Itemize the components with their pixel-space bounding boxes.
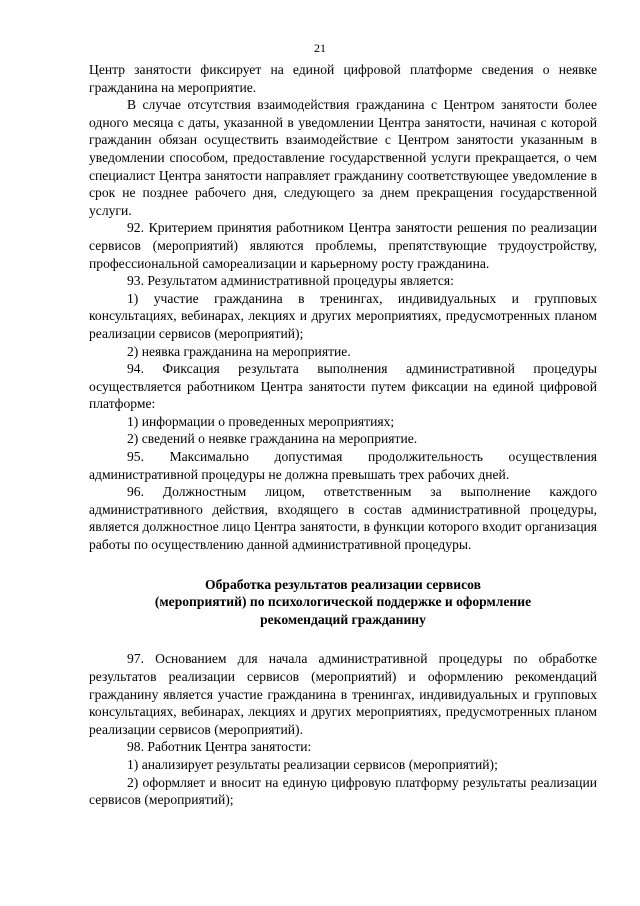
section-heading	[89, 576, 597, 629]
paragraph: 98. Работник Центра занятости:	[127, 739, 312, 755]
paragraph: 1) участие гражданина в тренингах, индивидуальных и групповых консультациях, вебинарах, лекциях и других мероприятиях, предусмотренных планом реализации сервисов (мероприятий);	[89, 290, 597, 341]
paragraph: 97. Основанием для начала административной процедуры по обработке результатов реализации сервисов (мероприятий) и оформлению рекомендаций гражданину является участие гражданина в тренингах, индивидуальных и групповых консультациях, вебинарах, лекциях и других мероприятиях, предусмотренных планом реализации сервисов (мероприятий).	[89, 651, 597, 737]
paragraph: Центр занятости фиксирует на единой цифровой платформе сведения о неявке гражданина на мероприятие.	[89, 62, 597, 95]
paragraph: 92. Критерием принятия работником Центра занятости решения по реализации сервисов (мероприятий) являются проблемы, препятствующие трудоустройству, профессиональной самореализации и карьерному росту гражданина.	[89, 220, 597, 271]
document-body	[89, 61, 597, 809]
paragraph: 95. Максимально допустимая продолжительность осуществления административной процедуры не должна превышать трех рабочих дней.	[89, 449, 597, 482]
paragraphs-after-heading	[89, 650, 597, 808]
paragraph: 1) информации о проведенных мероприятиях;	[127, 413, 395, 429]
paragraphs-before-heading	[89, 61, 597, 554]
paragraph: 2) сведений о неявке гражданина на мероприятие.	[127, 431, 418, 447]
paragraph: 2) оформляет и вносит на единую цифровую платформу результаты реализации сервисов (мероприятий);	[89, 774, 597, 808]
heading-line: (мероприятий) по психологической поддержке и оформление	[154, 594, 532, 610]
paragraph: В случае отсутствия взаимодействия гражданина с Центром занятости более одного месяца с даты, указанной в уведомлении Центра занятости, начиная с которой гражданин обязан осуществить взаимодействие с Центром занятости указанным в уведомлении способом, предоставление государственной услуги прекращается, о чем специалист Центра занятости направляет гражданину соответствующее уведомление в срок не позднее рабочего дня, следующего за днем прекращения государственной услуги.	[89, 97, 597, 218]
paragraph: 93. Результатом административной процедуры является:	[127, 273, 454, 289]
paragraph: 2) неявка гражданина на мероприятие.	[127, 343, 351, 359]
heading-line: рекомендаций гражданину	[260, 611, 426, 627]
page-number: 21	[314, 41, 326, 55]
paragraph: 1) анализирует результаты реализации сервисов (мероприятий);	[127, 756, 498, 772]
heading-line: Обработка результатов реализации сервисов	[205, 576, 481, 592]
paragraph: 96. Должностным лицом, ответственным за выполнение каждого административного действия, входящего в состав административной процедуры, является должностное лицо Центра занятости, в функции которого входит организация работы по осуществлению данной административной процедуры.	[89, 484, 597, 553]
paragraph: 94. Фиксация результата выполнения административной процедуры осуществляется работником Центра занятости путем фиксации на единой цифровой платформе:	[89, 361, 597, 412]
